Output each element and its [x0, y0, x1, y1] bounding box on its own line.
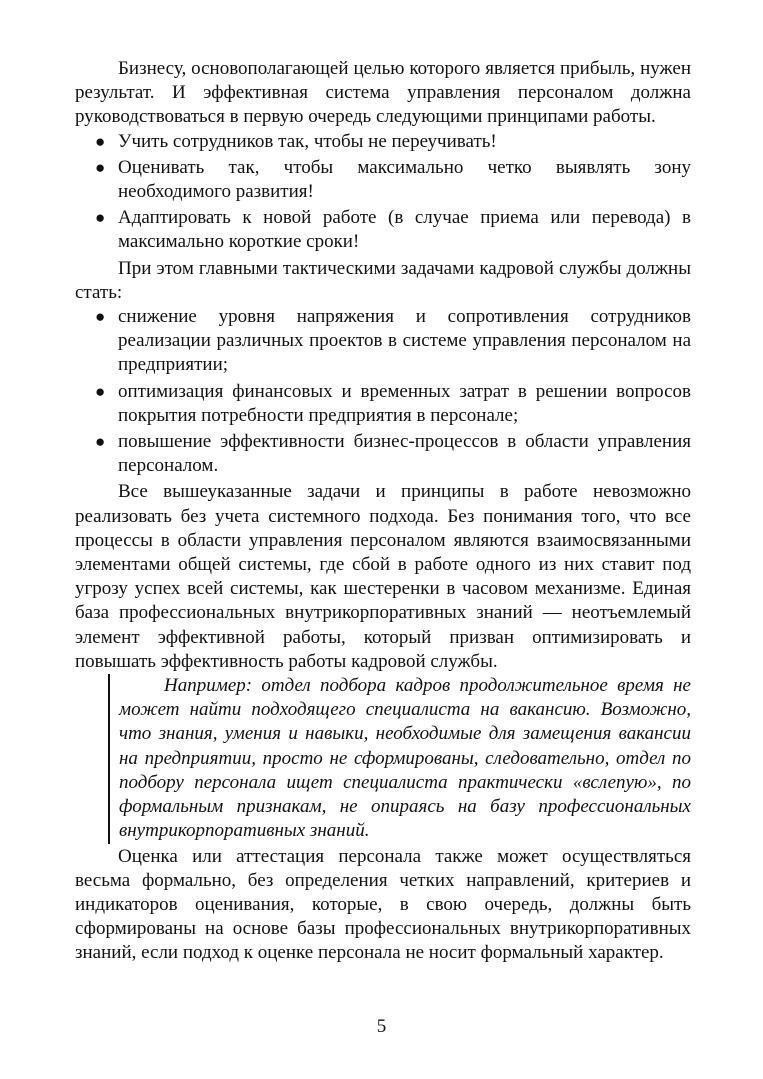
- list-item: [75, 430, 691, 478]
- list-item-text: Адаптировать к новой работе (в случае приема или перевода) в максимально короткие сроки!: [118, 207, 691, 253]
- bullet-icon: ●: [95, 131, 106, 151]
- page-content: [75, 57, 691, 966]
- list-item: [75, 305, 691, 378]
- paragraph-systemic: Все вышеуказанные задачи и принципы в работе невозможно реализовать без учета системного подхода. Без понимания того, что все процессы в области управления персоналом являются взаимосвязанными элементами общей системы, где сбой в работе одного из них ставит под угрозу успех всей системы, как шестеренки в часовом механизме. Единая база профессиональных внутрикорпоративных знаний — неотъемлемый элемент эффективной работы, который призван оптимизировать и повышать эффективность работы кадровой службы.: [75, 481, 691, 672]
- list-item-text: оптимизация финансовых и временных затрат в решении вопросов покрытия потребности предприятия в персонале;: [118, 380, 691, 426]
- page-number: 5: [376, 1016, 387, 1037]
- bullet-icon: ●: [95, 208, 106, 228]
- list-item: [75, 156, 691, 204]
- paragraph-tactical: При этом главными тактическими задачами кадровой службы должны стать:: [75, 257, 691, 303]
- bullet-icon: ●: [95, 432, 106, 452]
- bullet-icon: ●: [95, 307, 106, 327]
- list-item: [75, 130, 691, 154]
- list-item-text: снижение уровня напряжения и сопротивления сотрудников реализации различных проектов в системе управления персоналом на предприятии;: [118, 306, 691, 376]
- list-item-text: Оценивать так, чтобы максимально четко выявлять зону необходимого развития!: [118, 156, 691, 203]
- paragraph-assessment: Оценка или аттестация персонала также может осуществляться весьма формально, без определения четких направлений, критериев и индикаторов оценивания, которые, в свою очередь, должны быть сформированы на основе базы профессиональных внутрикорпоративных знаний, если подход к оценке персонала не носит формальный характер.: [75, 845, 691, 964]
- paragraph-intro: Бизнесу, основополагающей целью которого является прибыль, нужен результат. И эффективная система управления персоналом должна руководствоваться в первую очередь следующими принципами работы.: [75, 58, 691, 128]
- tasks-list: [75, 305, 691, 478]
- list-item: [75, 206, 691, 254]
- list-item-text: повышение эффективности бизнес-процессов в области управления персоналом.: [118, 431, 691, 477]
- list-item-text: Учить сотрудников так, чтобы не переучивать!: [118, 130, 497, 152]
- example-text: Например: отдел подбора кадров продолжительное время не может найти подходящего специалиста на вакансию. Возможно, что знания, умения и навыки, необходимые для замещения вакансии на предприятии, просто не сформированы, следовательно, отдел по подбору персонала ищет специалиста практически «вслепую», по формальным признакам, не опираясь на базу профессиональных внутрикорпоративных знаний.: [119, 675, 691, 842]
- example-callout: [108, 674, 691, 843]
- bullet-icon: ●: [95, 381, 106, 401]
- bullet-icon: ●: [95, 157, 106, 177]
- list-item: [75, 380, 691, 428]
- principles-list: [75, 130, 691, 255]
